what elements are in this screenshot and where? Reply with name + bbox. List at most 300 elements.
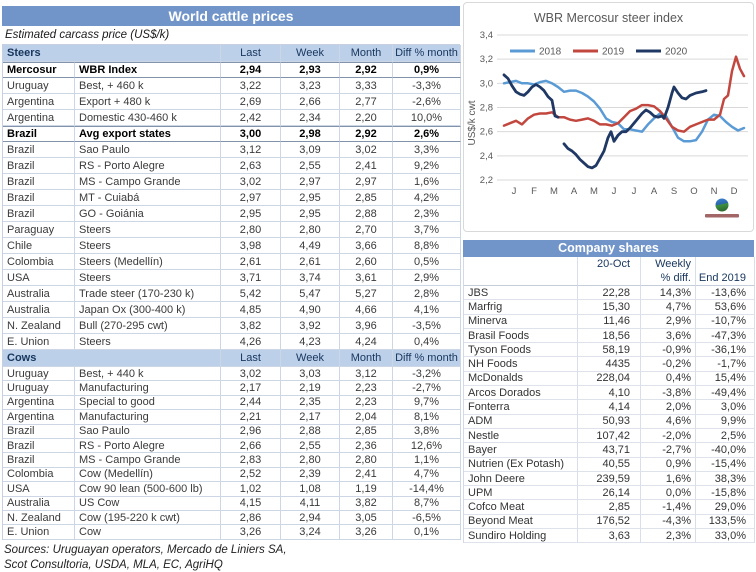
week-cell: 2,61 <box>281 254 340 270</box>
diff-cell: 8,7% <box>393 497 461 511</box>
diff-cell: 2,3% <box>393 206 461 222</box>
price-row <box>3 190 460 206</box>
country-cell: Brazil <box>3 158 75 174</box>
price-cell: 228,04 <box>578 372 641 386</box>
last-cell: 3,02 <box>221 174 281 190</box>
week-cell: 3,74 <box>281 270 340 286</box>
month-cell: 2,20 <box>340 110 393 126</box>
x-tick-label: S <box>670 186 678 197</box>
company-name-cell: Marfrig <box>464 300 578 314</box>
weekly-diff-cell: -0,9% <box>641 343 696 357</box>
section-name: Steers <box>3 45 221 62</box>
company-row <box>464 357 754 371</box>
x-tick-label: F <box>531 186 537 197</box>
company-name-cell: Tyson Foods <box>464 343 578 357</box>
spacer-cell <box>464 257 578 271</box>
month-cell: 3,61 <box>340 270 393 286</box>
price-row <box>3 94 460 110</box>
month-cell: 2,92 <box>340 62 393 78</box>
week-cell: 2,97 <box>281 174 340 190</box>
end-2019-cell: 3,0% <box>696 400 755 414</box>
price-cell: 4,14 <box>578 400 641 414</box>
company-header-row-2 <box>464 271 754 286</box>
country-cell: Uruguay <box>3 78 75 94</box>
product-cell: Steers <box>75 238 221 254</box>
weekly-diff-cell: -2,7% <box>641 443 696 457</box>
diff-cell: 3,3% <box>393 142 461 158</box>
week-cell: 2,55 <box>281 439 340 453</box>
weekly-diff-cell: 14,3% <box>641 286 696 300</box>
country-cell: E. Union <box>3 334 75 350</box>
product-cell: RS - Porto Alegre <box>75 158 221 174</box>
date-column-header: 20-Oct <box>578 257 641 271</box>
weekly-diff-cell: 3,6% <box>641 329 696 343</box>
week-cell: 1,08 <box>281 482 340 496</box>
month-cell: 4,24 <box>340 334 393 350</box>
price-table-subtitle: Estimated carcass price (US$/k) <box>5 29 170 41</box>
x-tick-label: J <box>631 186 637 197</box>
company-shares-panel <box>463 240 754 543</box>
diff-cell: -6,5% <box>393 511 461 525</box>
sources-note <box>2 543 460 572</box>
week-cell: 4,11 <box>281 497 340 511</box>
end-2019-cell: -36,1% <box>696 343 755 357</box>
price-row <box>3 222 460 238</box>
week-cell: 2,95 <box>281 190 340 206</box>
weekly-diff-cell: 2,9% <box>641 315 696 329</box>
country-cell: Brazil <box>3 174 75 190</box>
diff-cell: 1,6% <box>393 174 461 190</box>
spacer-cell <box>696 257 755 271</box>
company-row <box>464 300 754 314</box>
diff-cell: 8,1% <box>393 410 461 424</box>
product-cell: Best, + 440 k <box>75 367 221 381</box>
end-2019-cell: -13,6% <box>696 286 755 300</box>
diff-cell: -14,4% <box>393 482 461 496</box>
week-cell: 4,90 <box>281 302 340 318</box>
price-row <box>3 439 460 453</box>
last-cell: 2,86 <box>221 511 281 525</box>
company-name-cell: Bayer <box>464 443 578 457</box>
country-cell: Brazil <box>3 439 75 453</box>
x-tick-label: A <box>570 186 578 197</box>
diff-cell: -3,5% <box>393 318 461 334</box>
end-2019-cell: 53,6% <box>696 300 755 314</box>
column-header: Week <box>281 350 340 367</box>
company-row <box>464 400 754 414</box>
country-cell: Argentina <box>3 94 75 110</box>
month-cell: 2,41 <box>340 158 393 174</box>
month-cell: 2,85 <box>340 190 393 206</box>
company-name-cell: Fonterra <box>464 400 578 414</box>
month-cell: 2,97 <box>340 174 393 190</box>
month-cell: 2,23 <box>340 381 393 395</box>
month-cell: 1,19 <box>340 482 393 496</box>
weekly-diff-cell: -1,4% <box>641 500 696 514</box>
company-name-cell: NH Foods <box>464 357 578 371</box>
week-cell: 3,92 <box>281 318 340 334</box>
product-cell: Cow <box>75 525 221 539</box>
price-row <box>3 270 460 286</box>
logo-wordmark <box>705 214 739 218</box>
section-name: Cows <box>3 350 221 367</box>
product-cell: Cow (Medellín) <box>75 468 221 482</box>
last-cell: 1,02 <box>221 482 281 496</box>
price-cell: 4,10 <box>578 386 641 400</box>
x-tick-label: J <box>511 186 517 197</box>
month-cell: 2,70 <box>340 222 393 238</box>
company-row <box>464 286 754 300</box>
price-row <box>3 254 460 270</box>
price-row <box>3 206 460 222</box>
country-cell: Argentina <box>3 396 75 410</box>
last-cell: 2,42 <box>221 110 281 126</box>
company-name-cell: Nestle <box>464 429 578 443</box>
last-cell: 2,61 <box>221 254 281 270</box>
x-tick-label: D <box>730 186 738 197</box>
month-cell: 2,23 <box>340 396 393 410</box>
company-row <box>464 343 754 357</box>
column-header: Last <box>221 350 281 367</box>
price-row <box>3 158 460 174</box>
price-row <box>3 126 460 142</box>
country-cell: Brazil <box>3 142 75 158</box>
month-cell: 3,26 <box>340 525 393 539</box>
product-cell: Sao Paulo <box>75 142 221 158</box>
series-2020 <box>504 75 706 168</box>
month-cell: 3,82 <box>340 497 393 511</box>
month-cell: 2,60 <box>340 254 393 270</box>
diff-cell: 0,9% <box>393 62 461 78</box>
diff-cell: 2,8% <box>393 286 461 302</box>
x-tick-label: M <box>550 186 558 197</box>
weekly-diff-cell: 4,7% <box>641 300 696 314</box>
price-section-header <box>3 350 460 367</box>
price-row <box>3 525 460 539</box>
column-header: Month <box>340 350 393 367</box>
product-cell: Avg export states <box>75 126 221 142</box>
country-cell: Chile <box>3 238 75 254</box>
price-row <box>3 410 460 424</box>
last-cell: 3,02 <box>221 367 281 381</box>
product-cell: MS - Campo Grande <box>75 453 221 467</box>
diff-cell: 12,6% <box>393 439 461 453</box>
product-cell: Manufacturing <box>75 410 221 424</box>
globe-logo <box>716 199 729 212</box>
price-row <box>3 174 460 190</box>
price-cell: 50,93 <box>578 415 641 429</box>
country-cell: Mercosur <box>3 62 75 78</box>
product-cell: MT - Cuiabá <box>75 190 221 206</box>
product-cell: Japan Ox (300-400 k) <box>75 302 221 318</box>
y-tick-label: 2,8 <box>479 102 493 114</box>
price-row <box>3 238 460 254</box>
company-row <box>464 486 754 500</box>
end-2019-cell: 33,0% <box>696 529 755 543</box>
product-cell: MS - Campo Grande <box>75 174 221 190</box>
diff-cell: -2,6% <box>393 94 461 110</box>
last-cell: 3,98 <box>221 238 281 254</box>
price-cell: 239,59 <box>578 472 641 486</box>
country-cell: E. Union <box>3 525 75 539</box>
product-cell: US Cow <box>75 497 221 511</box>
country-cell: N. Zealand <box>3 511 75 525</box>
product-cell: RS - Porto Alegre <box>75 439 221 453</box>
company-name-cell: JBS <box>464 286 578 300</box>
weekly-diff-cell: -2,0% <box>641 429 696 443</box>
last-cell: 2,66 <box>221 439 281 453</box>
price-row <box>3 334 460 350</box>
price-row <box>3 453 460 467</box>
diff-cell: 4,2% <box>393 190 461 206</box>
end-2019-cell: 9,9% <box>696 415 755 429</box>
last-cell: 4,26 <box>221 334 281 350</box>
diff-cell: -3,2% <box>393 367 461 381</box>
company-row <box>464 372 754 386</box>
product-cell: Steers <box>75 334 221 350</box>
last-cell: 3,26 <box>221 525 281 539</box>
month-cell: 3,12 <box>340 367 393 381</box>
last-cell: 2,52 <box>221 468 281 482</box>
week-cell: 4,49 <box>281 238 340 254</box>
price-cell: 4435 <box>578 357 641 371</box>
price-cell: 176,52 <box>578 515 641 529</box>
price-row <box>3 511 460 525</box>
month-cell: 2,80 <box>340 453 393 467</box>
x-tick-label: J <box>611 186 617 197</box>
week-cell: 3,03 <box>281 367 340 381</box>
last-cell: 2,17 <box>221 381 281 395</box>
company-name-cell: Brasil Foods <box>464 329 578 343</box>
legend-label: 2020 <box>665 46 688 58</box>
company-name-cell: Beyond Meat <box>464 515 578 529</box>
last-cell: 3,22 <box>221 78 281 94</box>
product-cell: WBR Index <box>75 62 221 78</box>
country-cell: USA <box>3 270 75 286</box>
country-cell: Brazil <box>3 425 75 439</box>
country-cell: Argentina <box>3 410 75 424</box>
week-cell: 3,24 <box>281 525 340 539</box>
y-tick-label: 2,6 <box>479 126 493 138</box>
week-cell: 2,34 <box>281 110 340 126</box>
month-cell: 2,85 <box>340 425 393 439</box>
company-table-title: Company shares <box>463 240 754 257</box>
country-cell: N. Zealand <box>3 318 75 334</box>
last-cell: 2,44 <box>221 396 281 410</box>
price-row <box>3 396 460 410</box>
weekly-column-header: Weekly <box>641 257 696 271</box>
price-cell: 26,14 <box>578 486 641 500</box>
price-cell: 22,28 <box>578 286 641 300</box>
country-cell: Brazil <box>3 453 75 467</box>
product-cell: Trade steer (170-230 k) <box>75 286 221 302</box>
product-cell: Best, + 460 k <box>75 78 221 94</box>
diff-cell: 8,8% <box>393 238 461 254</box>
company-row <box>464 386 754 400</box>
sources-line-1: Sources: Uruguayan operators, Mercado de Liniers SA, <box>4 543 287 556</box>
product-cell: Export + 480 k <box>75 94 221 110</box>
column-header: Month <box>340 45 393 62</box>
price-cell: 40,55 <box>578 458 641 472</box>
week-cell: 3,23 <box>281 78 340 94</box>
month-cell: 2,77 <box>340 94 393 110</box>
end-2019-cell: 38,3% <box>696 472 755 486</box>
week-cell: 2,88 <box>281 425 340 439</box>
company-row <box>464 472 754 486</box>
price-row <box>3 302 460 318</box>
company-row <box>464 415 754 429</box>
country-cell: Colombia <box>3 254 75 270</box>
company-name-cell: McDonalds <box>464 372 578 386</box>
weekly-diff-cell: -4,3% <box>641 515 696 529</box>
weekly-diff-cell: 0,4% <box>641 372 696 386</box>
week-cell: 2,80 <box>281 453 340 467</box>
price-cell: 11,46 <box>578 315 641 329</box>
weekly-diff-cell: 2,0% <box>641 400 696 414</box>
column-header: Week <box>281 45 340 62</box>
y-tick-label: 2,2 <box>479 175 493 186</box>
price-table-title: World cattle prices <box>2 6 460 26</box>
price-row <box>3 62 460 78</box>
weekly-diff-cell: -3,8% <box>641 386 696 400</box>
end-2019-cell: -49,4% <box>696 386 755 400</box>
company-name-cell: Minerva <box>464 315 578 329</box>
company-row <box>464 443 754 457</box>
company-name-cell: Arcos Dorados <box>464 386 578 400</box>
world-cattle-prices-panel <box>2 6 460 572</box>
last-cell: 4,15 <box>221 497 281 511</box>
month-cell: 2,04 <box>340 410 393 424</box>
price-row <box>3 142 460 158</box>
week-cell: 5,47 <box>281 286 340 302</box>
company-name-cell: Sundiro Holding <box>464 529 578 543</box>
diff-cell: 1,1% <box>393 453 461 467</box>
week-cell: 2,39 <box>281 468 340 482</box>
country-cell: Paraguay <box>3 222 75 238</box>
end-2019-cell: -47,3% <box>696 329 755 343</box>
spacer-cell <box>464 271 578 286</box>
country-cell: Australia <box>3 302 75 318</box>
chart-title: WBR Mercosur steer index <box>533 11 684 25</box>
series-2019 <box>504 57 744 132</box>
price-row <box>3 468 460 482</box>
week-cell: 2,55 <box>281 158 340 174</box>
company-row <box>464 529 754 543</box>
x-tick-label: N <box>710 186 718 197</box>
sources-line-2: Scot Consultoria, USDA, MLA, EC, AgriHQ <box>4 558 223 571</box>
legend-label: 2019 <box>602 46 625 58</box>
y-tick-label: 3,2 <box>479 54 493 66</box>
diff-cell: 2,6% <box>393 126 461 142</box>
month-cell: 2,36 <box>340 439 393 453</box>
x-tick-label: A <box>650 186 658 197</box>
week-cell: 2,94 <box>281 511 340 525</box>
column-header: Last <box>221 45 281 62</box>
last-cell: 2,97 <box>221 190 281 206</box>
month-cell: 4,66 <box>340 302 393 318</box>
product-cell: Cow (195-220 k cwt) <box>75 511 221 525</box>
end-2019-cell: -40,0% <box>696 443 755 457</box>
last-cell: 2,94 <box>221 62 281 78</box>
weekly-diff-cell: 0,9% <box>641 458 696 472</box>
price-cell: 2,85 <box>578 500 641 514</box>
y-tick-label: 3,4 <box>479 30 493 41</box>
month-cell: 3,02 <box>340 142 393 158</box>
product-cell: Sao Paulo <box>75 425 221 439</box>
product-cell: Manufacturing <box>75 381 221 395</box>
month-cell: 3,33 <box>340 78 393 94</box>
price-row <box>3 381 460 395</box>
last-cell: 2,21 <box>221 410 281 424</box>
diff-cell: 0,4% <box>393 334 461 350</box>
price-cell: 3,63 <box>578 529 641 543</box>
end-2019-cell: 2,5% <box>696 429 755 443</box>
price-cell: 15,30 <box>578 300 641 314</box>
last-cell: 3,12 <box>221 142 281 158</box>
product-cell: Special to good <box>75 396 221 410</box>
diff-cell: -2,7% <box>393 381 461 395</box>
x-tick-label: O <box>690 186 698 197</box>
week-cell: 2,35 <box>281 396 340 410</box>
column-header: Diff % month <box>393 45 461 62</box>
legend-label: 2018 <box>539 46 562 58</box>
price-row <box>3 482 460 496</box>
week-cell: 4,23 <box>281 334 340 350</box>
company-row <box>464 315 754 329</box>
company-header-row-1 <box>464 257 754 271</box>
week-cell: 2,66 <box>281 94 340 110</box>
price-cell: 58,19 <box>578 343 641 357</box>
country-cell: Brazil <box>3 206 75 222</box>
country-cell: Argentina <box>3 110 75 126</box>
product-cell: Cow 90 lean (500-600 lb) <box>75 482 221 496</box>
company-shares-table <box>463 257 754 543</box>
country-cell: Uruguay <box>3 381 75 395</box>
country-cell: Brazil <box>3 190 75 206</box>
product-cell: Domestic 430-460 k <box>75 110 221 126</box>
week-cell: 2,80 <box>281 222 340 238</box>
week-cell: 2,19 <box>281 381 340 395</box>
country-cell: Uruguay <box>3 367 75 381</box>
end-2019-cell: 133,5% <box>696 515 755 529</box>
week-cell: 3,09 <box>281 142 340 158</box>
price-cell: 107,42 <box>578 429 641 443</box>
company-name-cell: Nutrien (Ex Potash) <box>464 458 578 472</box>
diff-cell: 0,5% <box>393 254 461 270</box>
last-cell: 2,95 <box>221 206 281 222</box>
price-row <box>3 425 460 439</box>
month-cell: 5,27 <box>340 286 393 302</box>
column-header: Diff % month <box>393 350 461 367</box>
diff-cell: 3,8% <box>393 425 461 439</box>
end-2019-cell: 29,0% <box>696 500 755 514</box>
weekly-diff-cell: -0,2% <box>641 357 696 371</box>
last-cell: 3,00 <box>221 126 281 142</box>
company-row <box>464 500 754 514</box>
last-cell: 5,42 <box>221 286 281 302</box>
country-cell: Australia <box>3 497 75 511</box>
price-section-header <box>3 45 460 62</box>
diff-cell: 2,9% <box>393 270 461 286</box>
diff-cell: 9,2% <box>393 158 461 174</box>
weekly-diff-cell: 4,6% <box>641 415 696 429</box>
last-cell: 2,83 <box>221 453 281 467</box>
diff-cell: 4,1% <box>393 302 461 318</box>
month-cell: 3,05 <box>340 511 393 525</box>
last-cell: 3,71 <box>221 270 281 286</box>
week-cell: 2,95 <box>281 206 340 222</box>
product-cell: Bull (270-295 cwt) <box>75 318 221 334</box>
